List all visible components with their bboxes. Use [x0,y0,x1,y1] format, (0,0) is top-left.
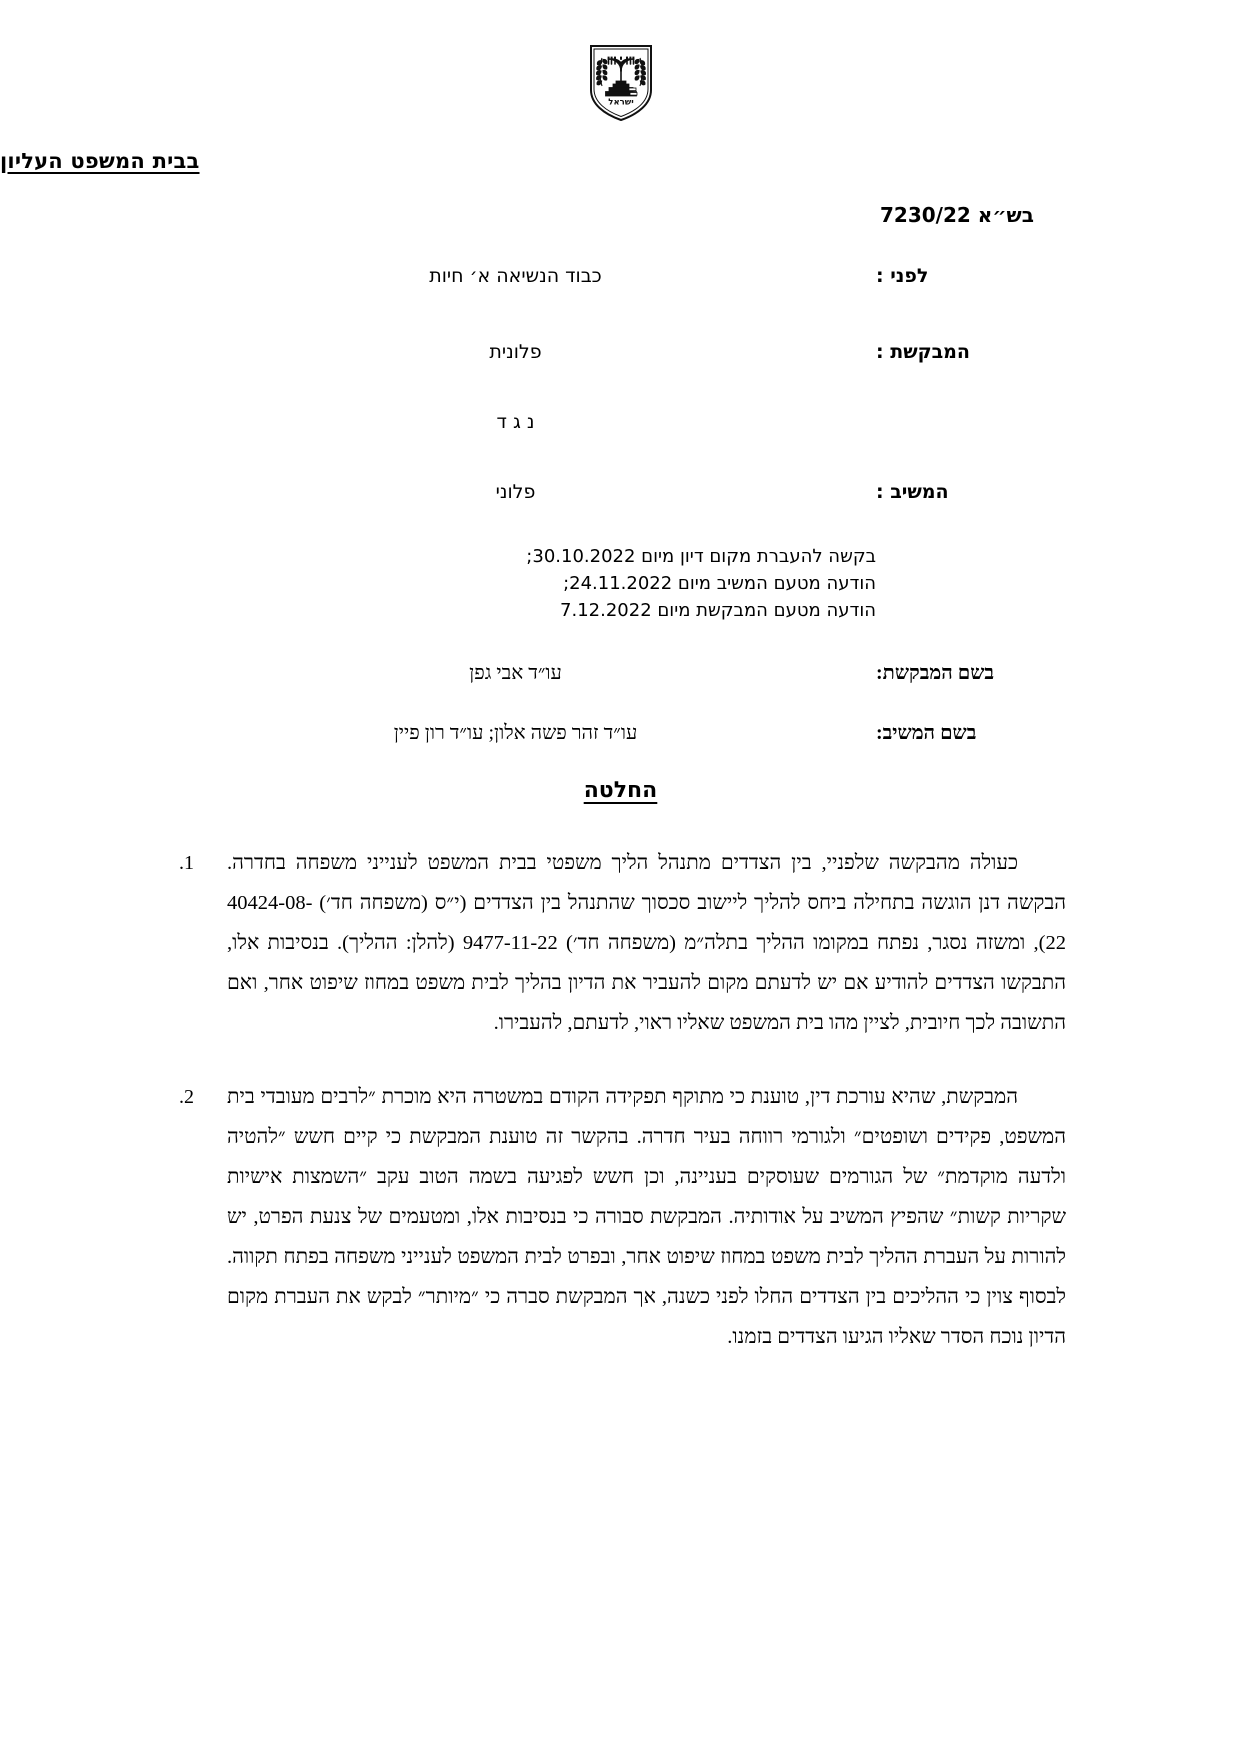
versus-text: נ ג ד [496,411,535,433]
parties-block [0,261,1241,507]
paragraph-text [227,843,1066,1043]
paragraph [175,1077,1066,1357]
paragraph-text [227,1077,1066,1357]
court-title [0,149,1066,173]
applicant-value: פלונית [489,341,542,363]
decision-body [0,843,1241,1357]
representation-respondent-label: בשם המשיב: [876,722,977,744]
representation-applicant-row [0,658,1241,688]
respondent-value: פלוני [495,481,536,503]
svg-text:ישראל: ישראל [607,97,634,108]
court-title-text: בבית המשפט העליון [0,149,200,173]
applicant-row [0,337,1241,367]
request-block [0,543,1241,624]
request-line-1: בקשה להעברת מקום דיון מיום 30.10.2022; [526,546,876,567]
representation-respondent-row [0,718,1241,748]
before-label: לפני : [876,265,929,287]
respondent-row [0,477,1241,507]
request-lines [456,543,876,624]
paragraph-number: .2 [179,1086,194,1108]
applicant-label: המבקשת : [876,341,970,363]
request-line-2: הודעה מטעם המשיב מיום 24.11.2022; [563,573,876,594]
request-line-3: הודעה מטעם המבקשת מיום 7.12.2022 [560,600,876,621]
representation-respondent-value: עו״ד זהר פשה אלון; עו״ד רון פיין [393,722,638,744]
case-number [0,203,1241,227]
decision-heading-text: החלטה [583,778,658,803]
decision-heading [0,778,1241,803]
case-number-text: בש״א 7230/22 [880,203,1034,227]
before-row [0,261,1241,291]
emblem-container [0,0,1241,127]
paragraph-number: .1 [179,852,194,874]
respondent-label: המשיב : [876,481,949,503]
paragraph [175,843,1066,1043]
versus-row [0,407,1241,437]
representation-applicant-value: עו״ד אבי גפן [469,662,562,684]
paragraph-body: המבקשת, שהיא עורכת דין, טוענת כי מתוקף תפקידה הקודם במשטרה היא מוכרת ״לרבים מעובדי בית המשפט, פקידים ושופטים״ ולגורמי רווחה בעיר חדרה. בהקשר זה טוענת המבקשת כי קיים חשש ״להטיה ולדעה מוקדמת״ של הגורמים שעוסקים בעניינה, וכן חשש לפגיעה בשמה הטוב עקב ״השמצות אישיות שקריות קשות״ שהפיץ המשיב על אודותיה. המבקשת סבורה כי בנסיבות אלו, ומטעמים של צנעת הפרט, יש להורות על העברת ההליך לבית משפט במחוז שיפוט אחר, ובפרט לבית המשפט לענייני משפחה בפתח תקווה. לבסוף צוין כי ההליכים בין הצדדים החלו לפני כשנה, אך המבקשת סברה כי ״מיותר״ לבקש את העברת מקום הדיון נוכח הסדר שאליו הגיעו הצדדים בזמנו. [227,1086,1066,1348]
israel-state-emblem-icon [588,44,654,122]
before-value: כבוד הנשיאה א׳ חיות [429,265,602,287]
representation-applicant-label: בשם המבקשת: [876,662,994,684]
paragraph-body: כעולה מהבקשה שלפניי, בין הצדדים מתנהל הליך משפטי בבית המשפט לענייני משפחה בחדרה. הבקשה דנן הוגשה בתחילה ביחס להליך ליישוב סכסוך שהתנהל בין הצדדים (י״ס (משפחה חד׳) 40424-08-22), ומשזה נסגר, נפתח במקומו ההליך בתלה״מ (משפחה חד׳) 9477-11-22 (להלן: ההליך). בנסיבות אלו, התבקשו הצדדים להודיע אם יש לדעתם מקום להעביר את הדיון בהליך לבית משפט במחוז שיפוט אחר, ואם התשובה לכך חיובית, לציין מהו בית המשפט שאליו ראוי, לדעתם, להעבירו. [227,852,1066,1034]
